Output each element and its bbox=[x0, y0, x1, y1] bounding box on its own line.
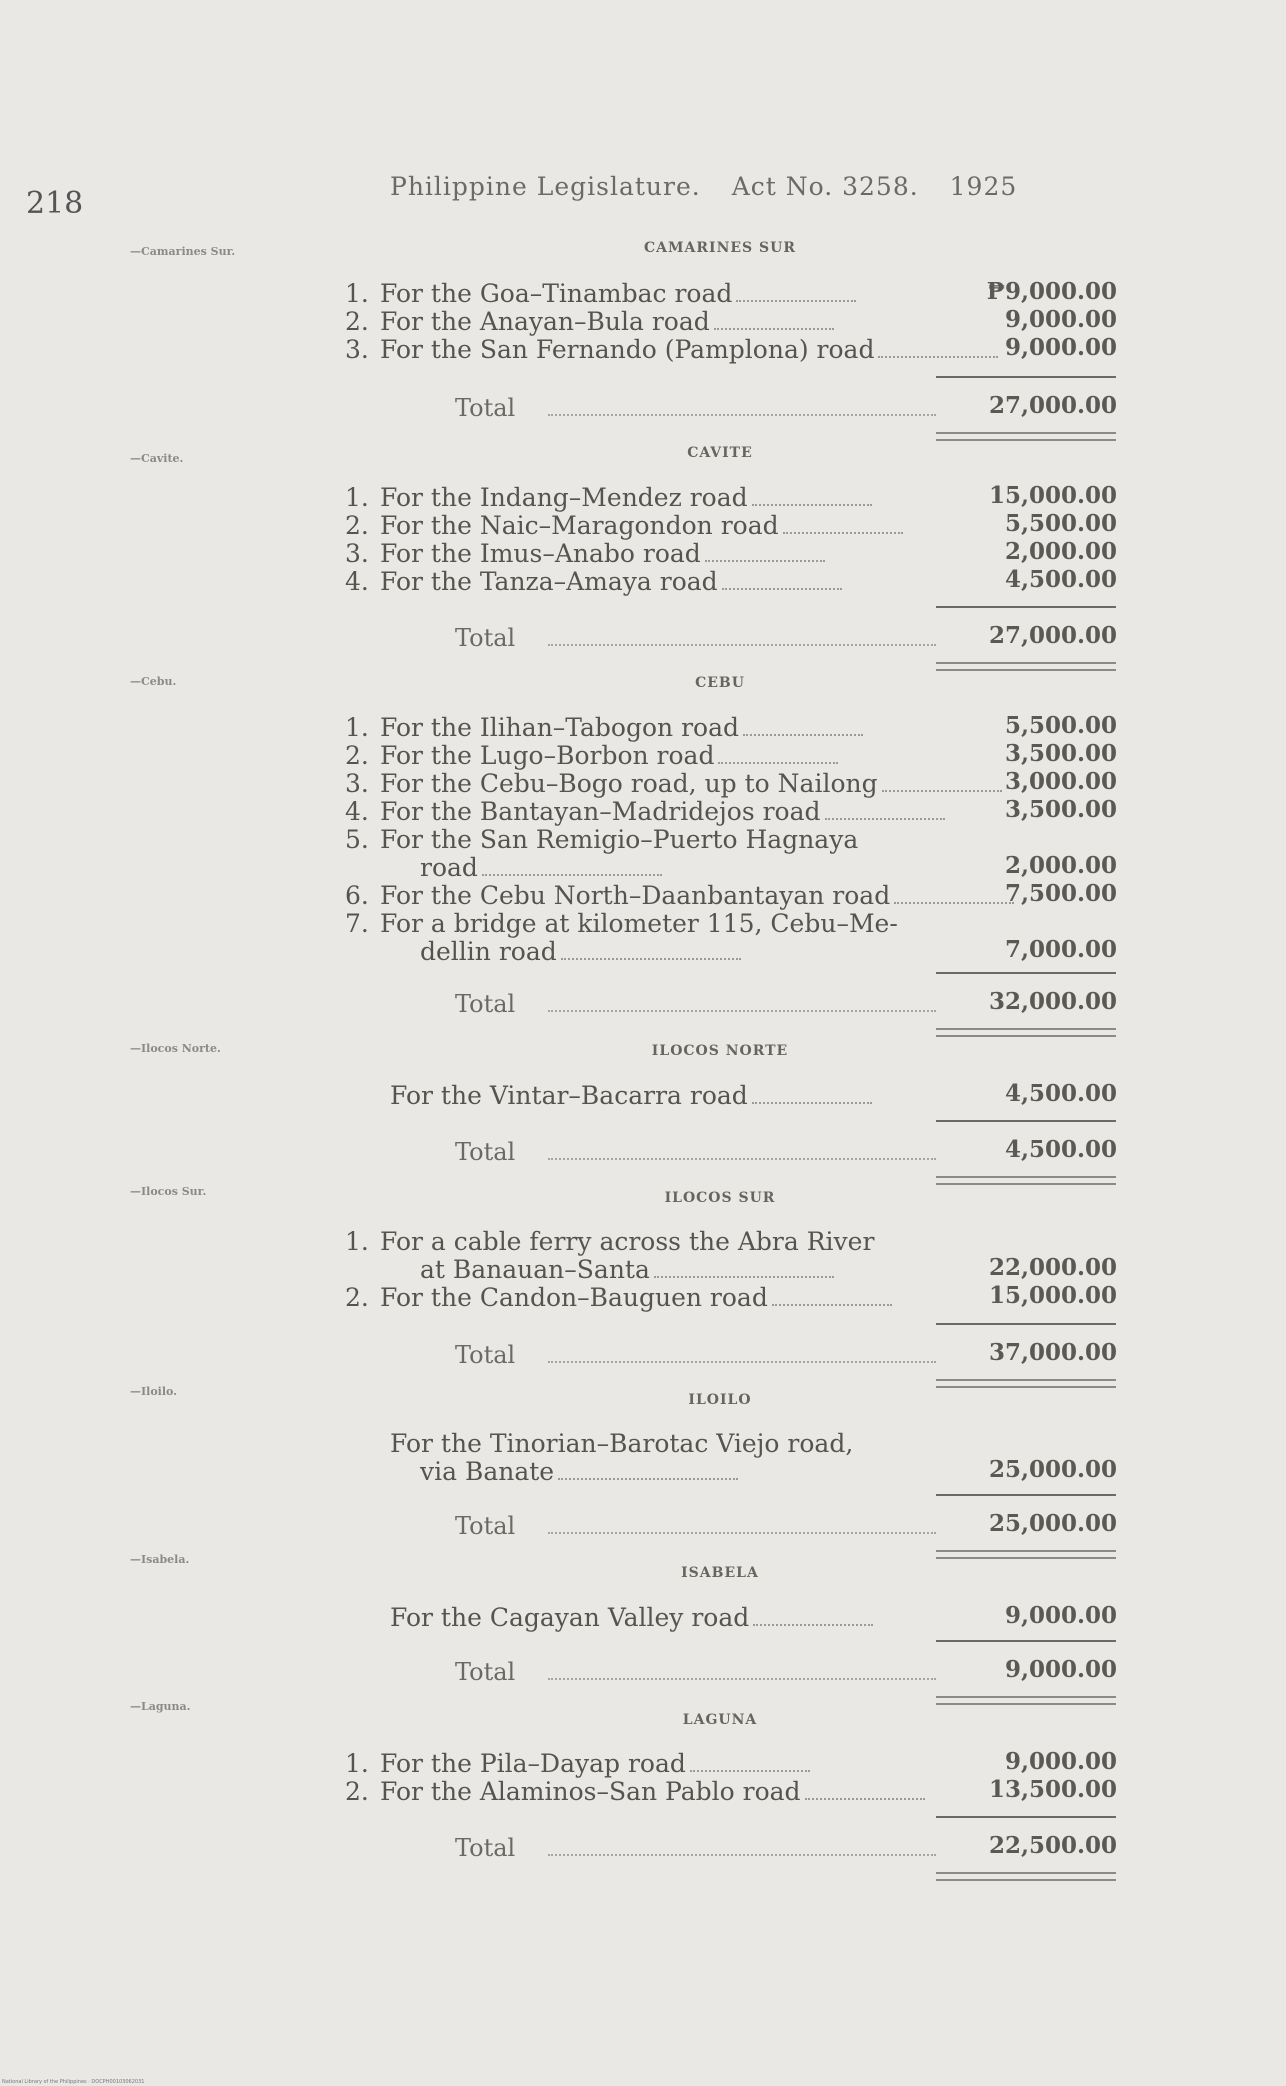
leader-dots bbox=[722, 572, 842, 590]
subtotal-rule bbox=[936, 1323, 1116, 1325]
double-rule bbox=[936, 1176, 1116, 1185]
header-act: Act No. 3258. bbox=[731, 172, 919, 201]
total-label: Total bbox=[455, 1512, 516, 1540]
leader-dots bbox=[705, 544, 825, 562]
total-label: Total bbox=[455, 1658, 516, 1686]
margin-note: —Ilocos Sur. bbox=[130, 1185, 207, 1198]
line-item bbox=[345, 714, 935, 742]
item-amount: 5,500.00 bbox=[1004, 712, 1117, 739]
double-rule bbox=[936, 662, 1116, 671]
leader-dots bbox=[805, 1782, 925, 1800]
line-item-continued bbox=[420, 1458, 1010, 1486]
header-title: Philippine Legislature. bbox=[390, 172, 701, 201]
item-number: 1. bbox=[345, 713, 369, 742]
line-item bbox=[345, 1082, 935, 1110]
item-amount: ₱9,000.00 bbox=[986, 278, 1117, 305]
item-number: 2. bbox=[345, 741, 369, 770]
item-text-continued: via Banate bbox=[420, 1457, 555, 1486]
item-text: For the Bantayan–Madridejos road bbox=[380, 797, 821, 826]
line-item bbox=[345, 512, 935, 540]
total-leader-dots bbox=[548, 1158, 936, 1160]
line-item bbox=[345, 826, 935, 854]
section-heading: LAGUNA bbox=[682, 1712, 758, 1728]
line-item bbox=[345, 336, 935, 364]
item-text: For the Tanza–Amaya road bbox=[380, 567, 718, 596]
item-amount: 9,000.00 bbox=[1004, 1748, 1117, 1775]
line-item bbox=[345, 308, 935, 336]
line-item bbox=[345, 540, 935, 568]
item-amount: 13,500.00 bbox=[988, 1776, 1117, 1803]
item-text: For the Imus–Anabo road bbox=[380, 539, 701, 568]
double-rule bbox=[936, 1379, 1116, 1388]
item-amount: 7,500.00 bbox=[1004, 880, 1117, 907]
double-rule bbox=[936, 1872, 1116, 1881]
item-number: 2. bbox=[345, 307, 369, 336]
margin-note: —Cebu. bbox=[130, 675, 177, 688]
line-item bbox=[345, 1778, 935, 1806]
leader-dots bbox=[558, 1462, 738, 1480]
total-leader-dots bbox=[548, 1678, 936, 1680]
item-number: 1. bbox=[345, 483, 369, 512]
item-amount: 15,000.00 bbox=[988, 1282, 1117, 1309]
margin-note: —Iloilo. bbox=[130, 1385, 177, 1398]
subtotal-rule bbox=[936, 972, 1116, 974]
total-amount: 25,000.00 bbox=[988, 1510, 1117, 1537]
item-number: 7. bbox=[345, 909, 369, 938]
item-number: 2. bbox=[345, 511, 369, 540]
double-rule bbox=[936, 1550, 1116, 1559]
subtotal-rule bbox=[936, 1816, 1116, 1818]
margin-note: —Cavite. bbox=[130, 452, 184, 465]
leader-dots bbox=[783, 516, 903, 534]
leader-dots bbox=[690, 1754, 810, 1772]
item-number: 1. bbox=[345, 1227, 369, 1256]
double-rule bbox=[936, 1028, 1116, 1037]
total-label: Total bbox=[455, 1138, 516, 1166]
item-text-continued: dellin road bbox=[420, 937, 557, 966]
item-number: 3. bbox=[345, 335, 369, 364]
line-item-continued bbox=[420, 938, 1010, 966]
item-amount: 2,000.00 bbox=[1004, 538, 1117, 565]
section-heading: ILOILO bbox=[688, 1392, 752, 1408]
item-number: 6. bbox=[345, 881, 369, 910]
line-item bbox=[345, 770, 935, 798]
double-rule bbox=[936, 1696, 1116, 1705]
item-text: For the Naic–Maragondon road bbox=[380, 511, 779, 540]
total-leader-dots bbox=[548, 1010, 936, 1012]
item-text: For a cable ferry across the Abra River bbox=[380, 1227, 875, 1256]
line-item-continued bbox=[420, 1256, 1010, 1284]
total-leader-dots bbox=[548, 644, 936, 646]
total-label: Total bbox=[455, 1341, 516, 1369]
item-amount: 9,000.00 bbox=[1004, 306, 1117, 333]
total-amount: 32,000.00 bbox=[988, 988, 1117, 1015]
leader-dots bbox=[772, 1288, 892, 1306]
item-text: For the Cebu North–Daanbantayan road bbox=[380, 881, 891, 910]
item-number: 1. bbox=[345, 279, 369, 308]
item-text: For the Candon–Bauguen road bbox=[380, 1283, 768, 1312]
item-amount: 15,000.00 bbox=[988, 482, 1117, 509]
item-amount: 5,500.00 bbox=[1004, 510, 1117, 537]
item-amount: 9,000.00 bbox=[1004, 1602, 1117, 1629]
margin-note: —Camarines Sur. bbox=[130, 245, 236, 258]
line-item bbox=[345, 1604, 935, 1632]
total-amount: 22,500.00 bbox=[988, 1832, 1117, 1859]
leader-dots bbox=[654, 1260, 834, 1278]
total-leader-dots bbox=[548, 1532, 936, 1534]
line-item bbox=[345, 910, 935, 938]
page-number: 218 bbox=[26, 186, 84, 221]
item-text: For a bridge at kilometer 115, Cebu–Me- bbox=[380, 909, 898, 938]
line-item bbox=[345, 1284, 935, 1312]
line-item-continued bbox=[420, 854, 1010, 882]
line-item bbox=[345, 568, 935, 596]
leader-dots bbox=[736, 284, 856, 302]
subtotal-rule bbox=[936, 1494, 1116, 1496]
item-text: For the Tinorian–Barotac Viejo road, bbox=[390, 1429, 854, 1458]
leader-dots bbox=[752, 488, 872, 506]
line-item bbox=[345, 484, 935, 512]
section-heading: CEBU bbox=[695, 675, 745, 691]
subtotal-rule bbox=[936, 1120, 1116, 1122]
total-label: Total bbox=[455, 990, 516, 1018]
item-text: For the Ilihan–Tabogon road bbox=[380, 713, 739, 742]
line-item bbox=[345, 1228, 935, 1256]
total-leader-dots bbox=[548, 1361, 936, 1363]
item-amount: 4,500.00 bbox=[1004, 566, 1117, 593]
item-amount: 22,000.00 bbox=[988, 1254, 1117, 1281]
item-text-continued: road bbox=[420, 853, 478, 882]
line-item bbox=[345, 1430, 935, 1458]
item-number: 3. bbox=[345, 769, 369, 798]
item-number: 4. bbox=[345, 567, 369, 596]
total-label: Total bbox=[455, 624, 516, 652]
item-amount: 3,000.00 bbox=[1004, 768, 1117, 795]
running-header bbox=[390, 172, 1070, 201]
line-item bbox=[345, 882, 935, 910]
item-amount: 4,500.00 bbox=[1004, 1080, 1117, 1107]
leader-dots bbox=[714, 312, 834, 330]
total-label: Total bbox=[455, 394, 516, 422]
item-number: 4. bbox=[345, 797, 369, 826]
total-amount: 4,500.00 bbox=[1004, 1136, 1117, 1163]
total-amount: 9,000.00 bbox=[1004, 1656, 1117, 1683]
item-amount: 9,000.00 bbox=[1004, 334, 1117, 361]
item-text: For the Alaminos–San Pablo road bbox=[380, 1777, 801, 1806]
item-amount: 2,000.00 bbox=[1004, 852, 1117, 879]
line-item bbox=[345, 798, 935, 826]
item-text: For the Vintar–Bacarra road bbox=[390, 1081, 748, 1110]
total-label: Total bbox=[455, 1834, 516, 1862]
margin-note: —Laguna. bbox=[130, 1700, 191, 1713]
section-heading: ILOCOS NORTE bbox=[651, 1043, 789, 1059]
item-amount: 3,500.00 bbox=[1004, 740, 1117, 767]
section-heading: ISABELA bbox=[681, 1565, 759, 1581]
margin-note: —Isabela. bbox=[130, 1553, 190, 1566]
subtotal-rule bbox=[936, 376, 1116, 378]
margin-note: —Ilocos Norte. bbox=[130, 1042, 221, 1055]
scan-footer: National Library of the Philippines · DOCPH00103062031 bbox=[2, 2079, 145, 2085]
subtotal-rule bbox=[936, 606, 1116, 608]
item-number: 1. bbox=[345, 1749, 369, 1778]
item-number: 2. bbox=[345, 1777, 369, 1806]
section-heading: ILOCOS SUR bbox=[664, 1190, 776, 1206]
total-amount: 37,000.00 bbox=[988, 1339, 1117, 1366]
item-number: 3. bbox=[345, 539, 369, 568]
line-item bbox=[345, 280, 935, 308]
leader-dots bbox=[561, 942, 741, 960]
item-text: For the Cebu–Bogo road, up to Nailong bbox=[380, 769, 878, 798]
leader-dots bbox=[743, 718, 863, 736]
line-item bbox=[345, 1750, 935, 1778]
item-text: For the Indang–Mendez road bbox=[380, 483, 748, 512]
total-leader-dots bbox=[548, 1854, 936, 1856]
section-heading: CAVITE bbox=[687, 445, 753, 461]
item-text: For the San Fernando (Pamplona) road bbox=[380, 335, 875, 364]
item-text: For the Anayan–Bula road bbox=[380, 307, 710, 336]
double-rule bbox=[936, 432, 1116, 441]
item-text: For the San Remigio–Puerto Hagnaya bbox=[380, 825, 859, 854]
subtotal-rule bbox=[936, 1640, 1116, 1642]
item-text: For the Cagayan Valley road bbox=[390, 1603, 750, 1632]
item-amount: 3,500.00 bbox=[1004, 796, 1117, 823]
total-amount: 27,000.00 bbox=[988, 622, 1117, 649]
leader-dots bbox=[753, 1608, 873, 1626]
item-number: 5. bbox=[345, 825, 369, 854]
item-amount: 25,000.00 bbox=[988, 1456, 1117, 1483]
leader-dots bbox=[482, 858, 662, 876]
header-year: 1925 bbox=[949, 172, 1018, 201]
line-item bbox=[345, 742, 935, 770]
total-amount: 27,000.00 bbox=[988, 392, 1117, 419]
item-text: For the Goa–Tinambac road bbox=[380, 279, 733, 308]
leader-dots bbox=[752, 1086, 872, 1104]
item-text-continued: at Banauan–Santa bbox=[420, 1255, 650, 1284]
item-text: For the Pila–Dayap road bbox=[380, 1749, 686, 1778]
item-amount: 7,000.00 bbox=[1004, 936, 1117, 963]
section-heading: CAMARINES SUR bbox=[644, 240, 796, 256]
item-text: For the Lugo–Borbon road bbox=[380, 741, 715, 770]
total-leader-dots bbox=[548, 414, 936, 416]
leader-dots bbox=[718, 746, 838, 764]
item-number: 2. bbox=[345, 1283, 369, 1312]
leader-dots bbox=[825, 802, 945, 820]
